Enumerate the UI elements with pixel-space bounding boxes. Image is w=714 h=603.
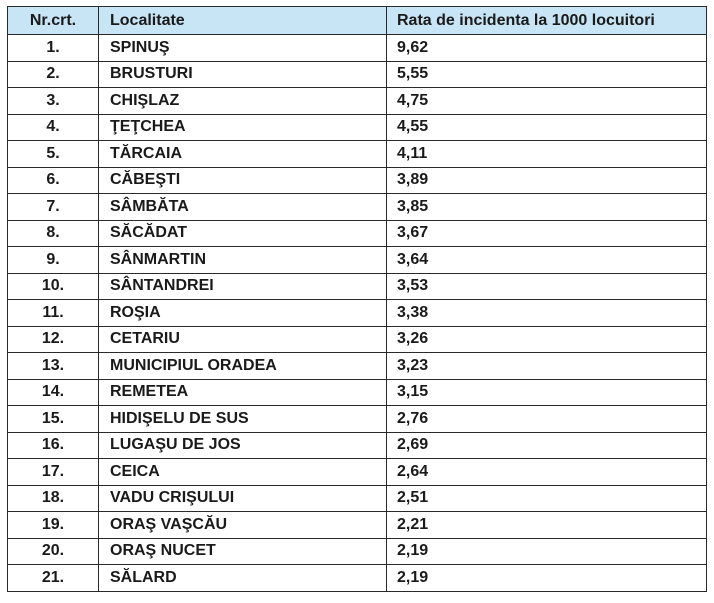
localitate-cell: SĂCĂDAT (99, 220, 387, 247)
localitate-cell: SÂMBĂTA (99, 194, 387, 221)
rata-cell: 2,76 (387, 406, 707, 433)
localitate-cell: TĂRCAIA (99, 141, 387, 168)
localitate-cell: ORAŞ NUCET (99, 538, 387, 565)
rata-cell: 2,69 (387, 432, 707, 459)
row-number-cell: 21. (8, 565, 99, 592)
table-row (8, 35, 707, 62)
table-body (8, 35, 707, 592)
table-row (8, 565, 707, 592)
row-number-cell: 20. (8, 538, 99, 565)
rata-cell: 3,67 (387, 220, 707, 247)
rata-cell: 3,26 (387, 326, 707, 353)
row-number-cell: 5. (8, 141, 99, 168)
localitate-cell: ROŞIA (99, 300, 387, 327)
table-row (8, 300, 707, 327)
localitate-cell: SÂNTANDREI (99, 273, 387, 300)
localitate-cell: MUNICIPIUL ORADEA (99, 353, 387, 380)
table-row (8, 167, 707, 194)
localitate-cell: ŢEŢCHEA (99, 114, 387, 141)
rata-cell: 2,51 (387, 485, 707, 512)
row-number-cell: 9. (8, 247, 99, 274)
localitate-cell: CEICA (99, 459, 387, 486)
rata-cell: 2,19 (387, 565, 707, 592)
rata-cell: 2,21 (387, 512, 707, 539)
row-number-cell: 1. (8, 35, 99, 62)
row-number-cell: 19. (8, 512, 99, 539)
row-number-cell: 3. (8, 88, 99, 115)
row-number-cell: 10. (8, 273, 99, 300)
table-row (8, 432, 707, 459)
rata-cell: 3,38 (387, 300, 707, 327)
rata-cell: 4,75 (387, 88, 707, 115)
row-number-cell: 11. (8, 300, 99, 327)
rata-cell: 3,23 (387, 353, 707, 380)
row-number-cell: 15. (8, 406, 99, 433)
table-row (8, 141, 707, 168)
table-row (8, 459, 707, 486)
table-row (8, 406, 707, 433)
table-row (8, 220, 707, 247)
incidence-table-container (7, 6, 707, 592)
row-number-cell: 7. (8, 194, 99, 221)
table-row (8, 114, 707, 141)
rata-cell: 2,19 (387, 538, 707, 565)
column-header-rata: Rata de incidenta la 1000 locuitori (387, 7, 707, 35)
rata-cell: 9,62 (387, 35, 707, 62)
table-row (8, 88, 707, 115)
localitate-cell: CETARIU (99, 326, 387, 353)
incidence-table (7, 6, 707, 592)
row-number-cell: 14. (8, 379, 99, 406)
rata-cell: 3,53 (387, 273, 707, 300)
row-number-cell: 8. (8, 220, 99, 247)
table-header-row (8, 7, 707, 35)
localitate-cell: BRUSTURI (99, 61, 387, 88)
table-row (8, 273, 707, 300)
table-row (8, 247, 707, 274)
column-header-nr: Nr.crt. (8, 7, 99, 35)
rata-cell: 4,11 (387, 141, 707, 168)
table-row (8, 485, 707, 512)
localitate-cell: SÂNMARTIN (99, 247, 387, 274)
localitate-cell: REMETEA (99, 379, 387, 406)
localitate-cell: VADU CRIŞULUI (99, 485, 387, 512)
rata-cell: 3,89 (387, 167, 707, 194)
localitate-cell: CĂBEŞTI (99, 167, 387, 194)
localitate-cell: LUGAŞU DE JOS (99, 432, 387, 459)
rata-cell: 3,15 (387, 379, 707, 406)
table-row (8, 194, 707, 221)
localitate-cell: SPINUŞ (99, 35, 387, 62)
localitate-cell: SĂLARD (99, 565, 387, 592)
row-number-cell: 17. (8, 459, 99, 486)
rata-cell: 3,85 (387, 194, 707, 221)
rata-cell: 5,55 (387, 61, 707, 88)
rata-cell: 3,64 (387, 247, 707, 274)
rata-cell: 2,64 (387, 459, 707, 486)
row-number-cell: 18. (8, 485, 99, 512)
row-number-cell: 12. (8, 326, 99, 353)
column-header-localitate: Localitate (99, 7, 387, 35)
row-number-cell: 6. (8, 167, 99, 194)
localitate-cell: CHIŞLAZ (99, 88, 387, 115)
localitate-cell: HIDIŞELU DE SUS (99, 406, 387, 433)
table-row (8, 326, 707, 353)
table-row (8, 379, 707, 406)
table-row (8, 61, 707, 88)
table-row (8, 538, 707, 565)
table-row (8, 353, 707, 380)
localitate-cell: ORAŞ VAŞCĂU (99, 512, 387, 539)
row-number-cell: 2. (8, 61, 99, 88)
rata-cell: 4,55 (387, 114, 707, 141)
row-number-cell: 13. (8, 353, 99, 380)
row-number-cell: 4. (8, 114, 99, 141)
row-number-cell: 16. (8, 432, 99, 459)
table-row (8, 512, 707, 539)
